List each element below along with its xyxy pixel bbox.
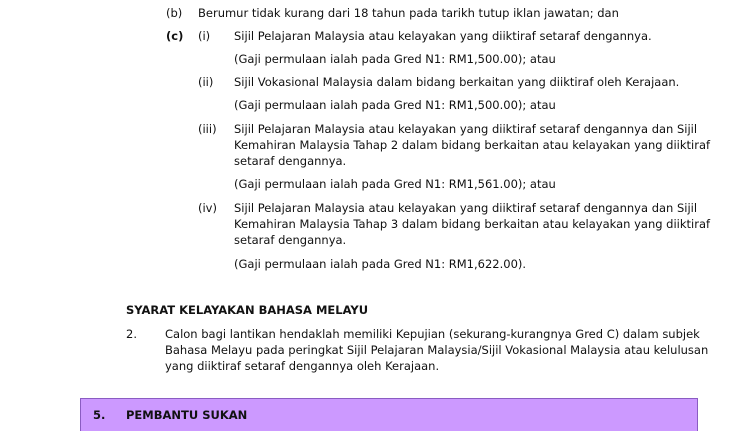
para-2-line-3: yang diiktiraf setaraf dengannya oleh Kerajaan. (165, 359, 440, 373)
subitem-iii-line-3: setaraf dengannya. (234, 154, 347, 168)
subitem-iv-marker: (iv) (198, 201, 217, 215)
para-2-number: 2. (126, 327, 137, 341)
subitem-iii-marker: (iii) (198, 122, 217, 136)
section-heading: SYARAT KELAYAKAN BAHASA MELAYU (126, 303, 369, 317)
subitem-i-line-1: Sijil Pelajaran Malaysia atau kelayakan yang diiktiraf setaraf dengannya. (234, 29, 652, 43)
subitem-i-marker: (i) (198, 29, 211, 43)
subitem-iv-line-3: setaraf dengannya. (234, 233, 347, 247)
subitem-iii-salary: (Gaji permulaan ialah pada Gred N1: RM1,561.00); atau (234, 177, 556, 191)
para-2-line-1: Calon bagi lantikan hendaklah memiliki Kepujian (sekurang-kurangnya Gred C) dalam subjek (165, 327, 700, 341)
subitem-iv-line-2: Kemahiran Malaysia Tahap 3 dalam bidang berkaitan atau kelayakan yang diiktiraf (234, 217, 711, 231)
subitem-iv-line-1: Sijil Pelajaran Malaysia atau kelayakan yang diiktiraf setaraf dengannya dan Sijil (234, 201, 698, 215)
item-c-marker: (c) (166, 29, 184, 43)
subitem-iv-salary: (Gaji permulaan ialah pada Gred N1: RM1,622.00). (234, 257, 527, 271)
para-2-line-2: Bahasa Melayu pada peringkat Sijil Pelajaran Malaysia/Sijil Vokasional Malaysia atau kelulusan (165, 343, 709, 357)
item-b-text: Berumur tidak kurang dari 18 tahun pada tarikh tutup iklan jawatan; dan (198, 6, 619, 20)
next-section-number: 5. (93, 408, 106, 422)
subitem-ii-marker: (ii) (198, 75, 214, 89)
item-b-marker: (b) (166, 6, 183, 20)
next-section-heading-bar (80, 398, 698, 431)
subitem-i-salary: (Gaji permulaan ialah pada Gred N1: RM1,500.00); atau (234, 52, 556, 66)
subitem-iii-line-1: Sijil Pelajaran Malaysia atau kelayakan yang diiktiraf setaraf dengannya dan Sijil (234, 122, 698, 136)
subitem-iii-line-2: Kemahiran Malaysia Tahap 2 dalam bidang berkaitan atau kelayakan yang diiktiraf (234, 138, 711, 152)
subitem-ii-salary: (Gaji permulaan ialah pada Gred N1: RM1,500.00); atau (234, 98, 556, 112)
subitem-ii-line-1: Sijil Vokasional Malaysia dalam bidang berkaitan yang diiktiraf oleh Kerajaan. (234, 75, 680, 89)
next-section-title: PEMBANTU SUKAN (126, 408, 248, 422)
